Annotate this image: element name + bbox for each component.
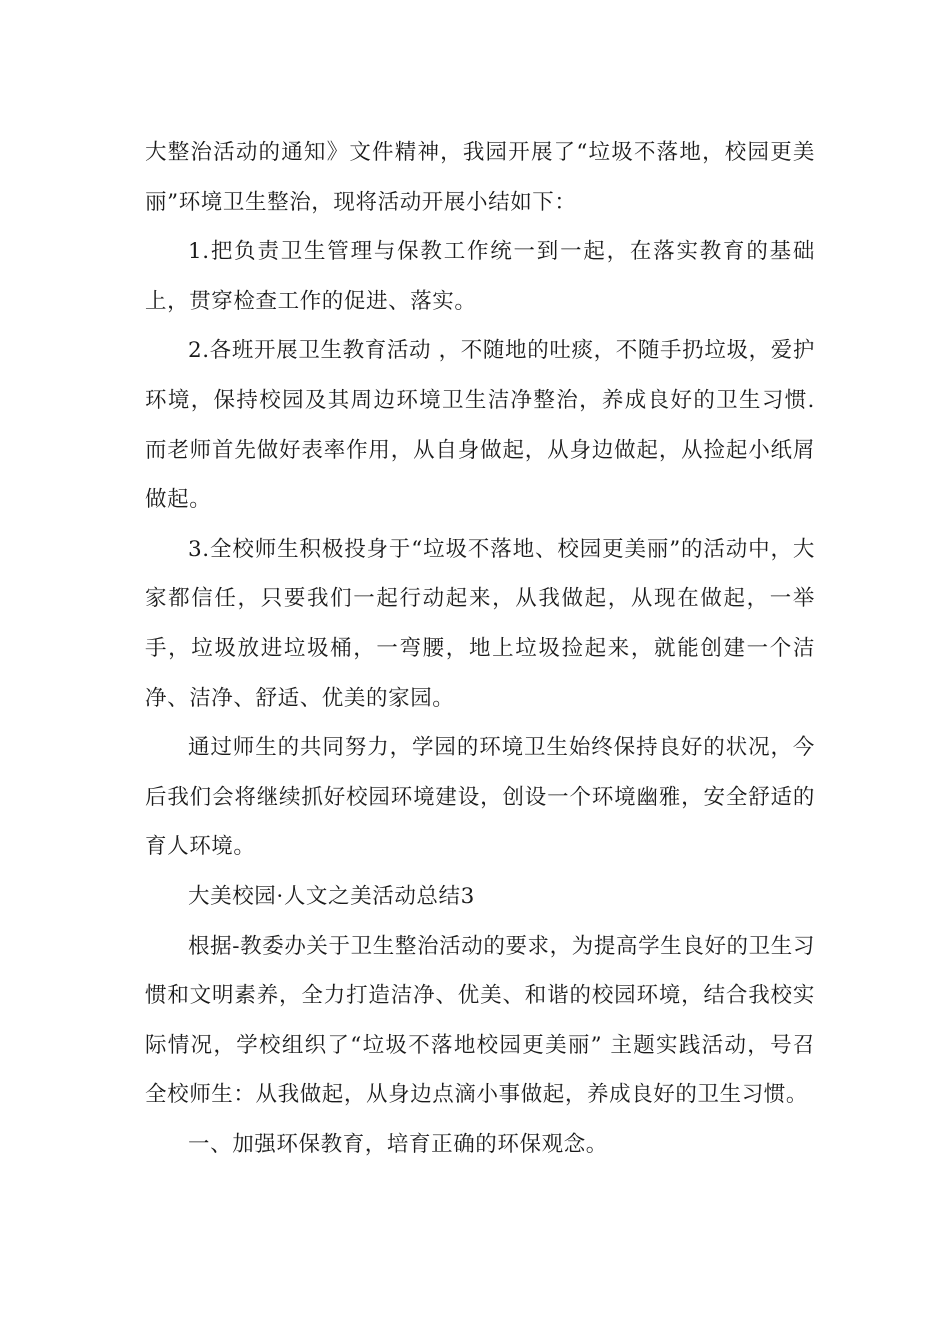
section-heading: 大美校园·人文之美活动总结3: [188, 883, 475, 909]
document-body: [145, 128, 815, 1169]
paragraph-conclusion: 通过师生的共同努力，学园的环境卫生始终保持良好的状况，今后我们会将继续抓好校园环境建设，创设一个环境幽雅，安全舒适的育人环境。: [145, 735, 815, 860]
subsection-heading: 一、加强环保教育，培育正确的环保观念。: [188, 1131, 608, 1157]
paragraph-item-3: 3.全校师生积极投身于“垃圾不落地、校园更美丽”的活动中，大家都信任，只要我们一起行动起来，从我做起，从现在做起，一举手，垃圾放进垃圾桶，一弯腰，地上垃圾捡起来，就能创建一个洁净、洁净、舒适、优美的家园。: [145, 536, 815, 711]
paragraph-item-1: 1.把负责卫生管理与保教工作统一到一起，在落实教育的基础上，贯穿检查工作的促进、落实。: [145, 239, 815, 314]
paragraph-item-2: 2.各班开展卫生教育活动 ，不随地的吐痰，不随手扔垃圾，爱护环境，保持校园及其周边环境卫生洁净整治，养成良好的卫生习惯.而老师首先做好表率作用，从自身做起，从身边做起，从捡起小纸屑做起。: [145, 338, 815, 513]
paragraph-section-intro: 根据-教委办关于卫生整治活动的要求，为提高学生良好的卫生习惯和文明素养，全力打造洁净、优美、和谐的校园环境，结合我校实际情况，学校组织了“垃圾不落地校园更美丽” 主题实践活动，号召全校师生：从我做起，从身边点滴小事做起，养成良好的卫生习惯。: [145, 933, 815, 1108]
paragraph-intro-continued: 大整治活动的通知》文件精神，我园开展了“垃圾不落地，校园更美丽”环境卫生整治，现将活动开展小结如下：: [145, 140, 815, 215]
